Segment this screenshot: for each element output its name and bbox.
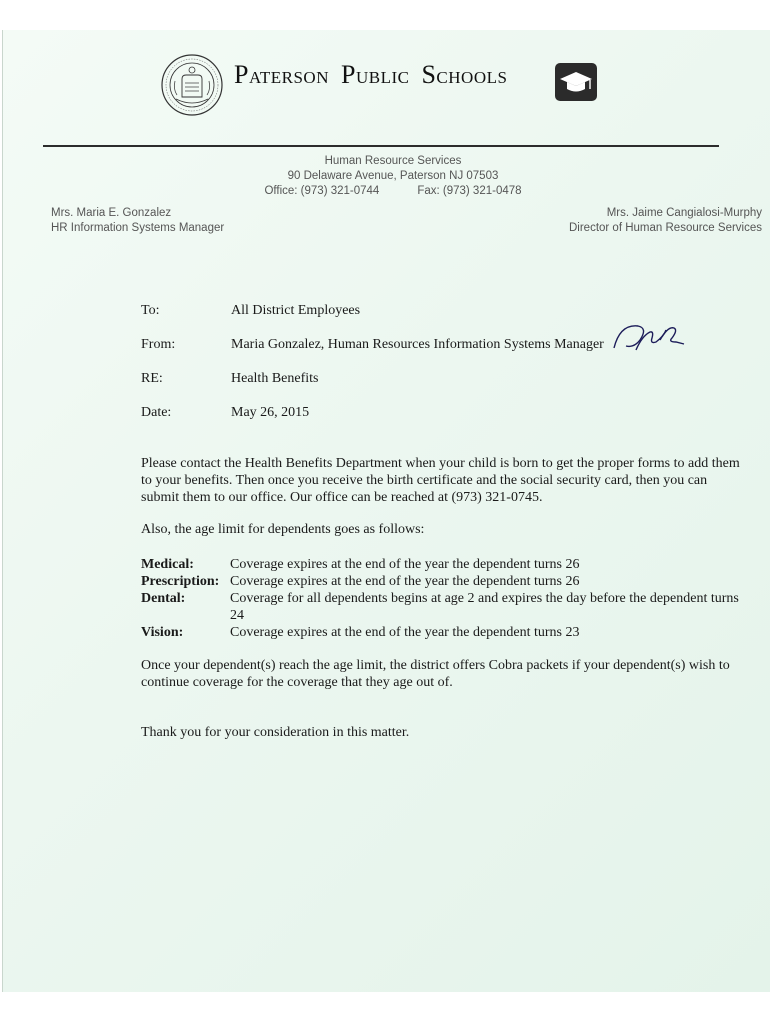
department-header xyxy=(0,154,770,199)
limit-row-vision xyxy=(141,624,741,641)
right-contact-name: Mrs. Jaime Cangialosi-Murphy xyxy=(606,207,762,219)
left-contact-name: Mrs. Maria E. Gonzalez xyxy=(51,207,172,219)
fax-number: Fax: (973) 321-0478 xyxy=(417,185,522,197)
limit-label: Prescription: xyxy=(141,574,220,589)
limit-label: Medical: xyxy=(141,557,194,572)
to-value: All District Employees xyxy=(231,303,361,318)
state-seal-icon xyxy=(160,53,224,117)
left-contact xyxy=(51,206,224,236)
department-address: 90 Delaware Avenue, Paterson NJ 07503 xyxy=(287,170,499,182)
limit-label: Dental: xyxy=(141,591,186,606)
date-value: May 26, 2015 xyxy=(231,405,310,420)
from-label: From: xyxy=(141,337,176,352)
re-value: Health Benefits xyxy=(231,371,319,386)
limit-row-dental xyxy=(141,590,741,624)
paragraph-thanks: Thank you for your consideration in this matter. xyxy=(141,725,410,740)
header-rule xyxy=(43,145,719,147)
brand-word-1: PATERSON xyxy=(234,60,329,89)
phone-line xyxy=(0,184,770,199)
brand-word-2: PUBLIC xyxy=(340,60,410,89)
right-contact-title: Director of Human Resource Services xyxy=(568,222,762,234)
limit-label: Vision: xyxy=(141,625,184,640)
brand-wordmark xyxy=(234,60,519,90)
limit-text: Coverage expires at the end of the year the dependent turns 23 xyxy=(230,625,580,640)
date-label: Date: xyxy=(141,405,172,420)
department-name: Human Resource Services xyxy=(324,155,462,167)
limit-text: Coverage for all dependents begins at age 2 and expires the day before the dependent turns 24 xyxy=(230,591,739,623)
letterhead xyxy=(0,48,770,118)
paragraph-age-limit-intro: Also, the age limit for dependents goes as follows: xyxy=(141,522,425,537)
limit-row-medical xyxy=(141,556,741,573)
paragraph-contact: Please contact the Health Benefits Department when your child is born to get the proper forms to add them to your benefits. Then once you receive the birth certificate and the social security card, then you can submit them to our office. Our office can be reached at (973) 321-0745. xyxy=(141,456,740,505)
left-contact-title: HR Information Systems Manager xyxy=(51,222,225,234)
brand-word-3: SCHOOLS xyxy=(421,60,508,89)
paragraph-cobra: Once your dependent(s) reach the age limit, the district offers Cobra packets if your dependent(s) wish to continue coverage for the coverage that they age out of. xyxy=(141,658,730,690)
right-contact xyxy=(569,206,762,236)
limit-text: Coverage expires at the end of the year the dependent turns 26 xyxy=(230,557,580,572)
from-value: Maria Gonzalez, Human Resources Information Systems Manager xyxy=(231,337,604,352)
graduation-cap-icon xyxy=(554,62,598,102)
office-phone: Office: (973) 321-0744 xyxy=(264,185,380,197)
limit-text: Coverage expires at the end of the year the dependent turns 26 xyxy=(230,574,580,589)
to-label: To: xyxy=(141,303,160,318)
handwritten-initials-icon xyxy=(610,318,690,358)
re-label: RE: xyxy=(141,371,163,386)
limit-row-prescription xyxy=(141,573,741,590)
age-limit-list xyxy=(141,556,741,641)
